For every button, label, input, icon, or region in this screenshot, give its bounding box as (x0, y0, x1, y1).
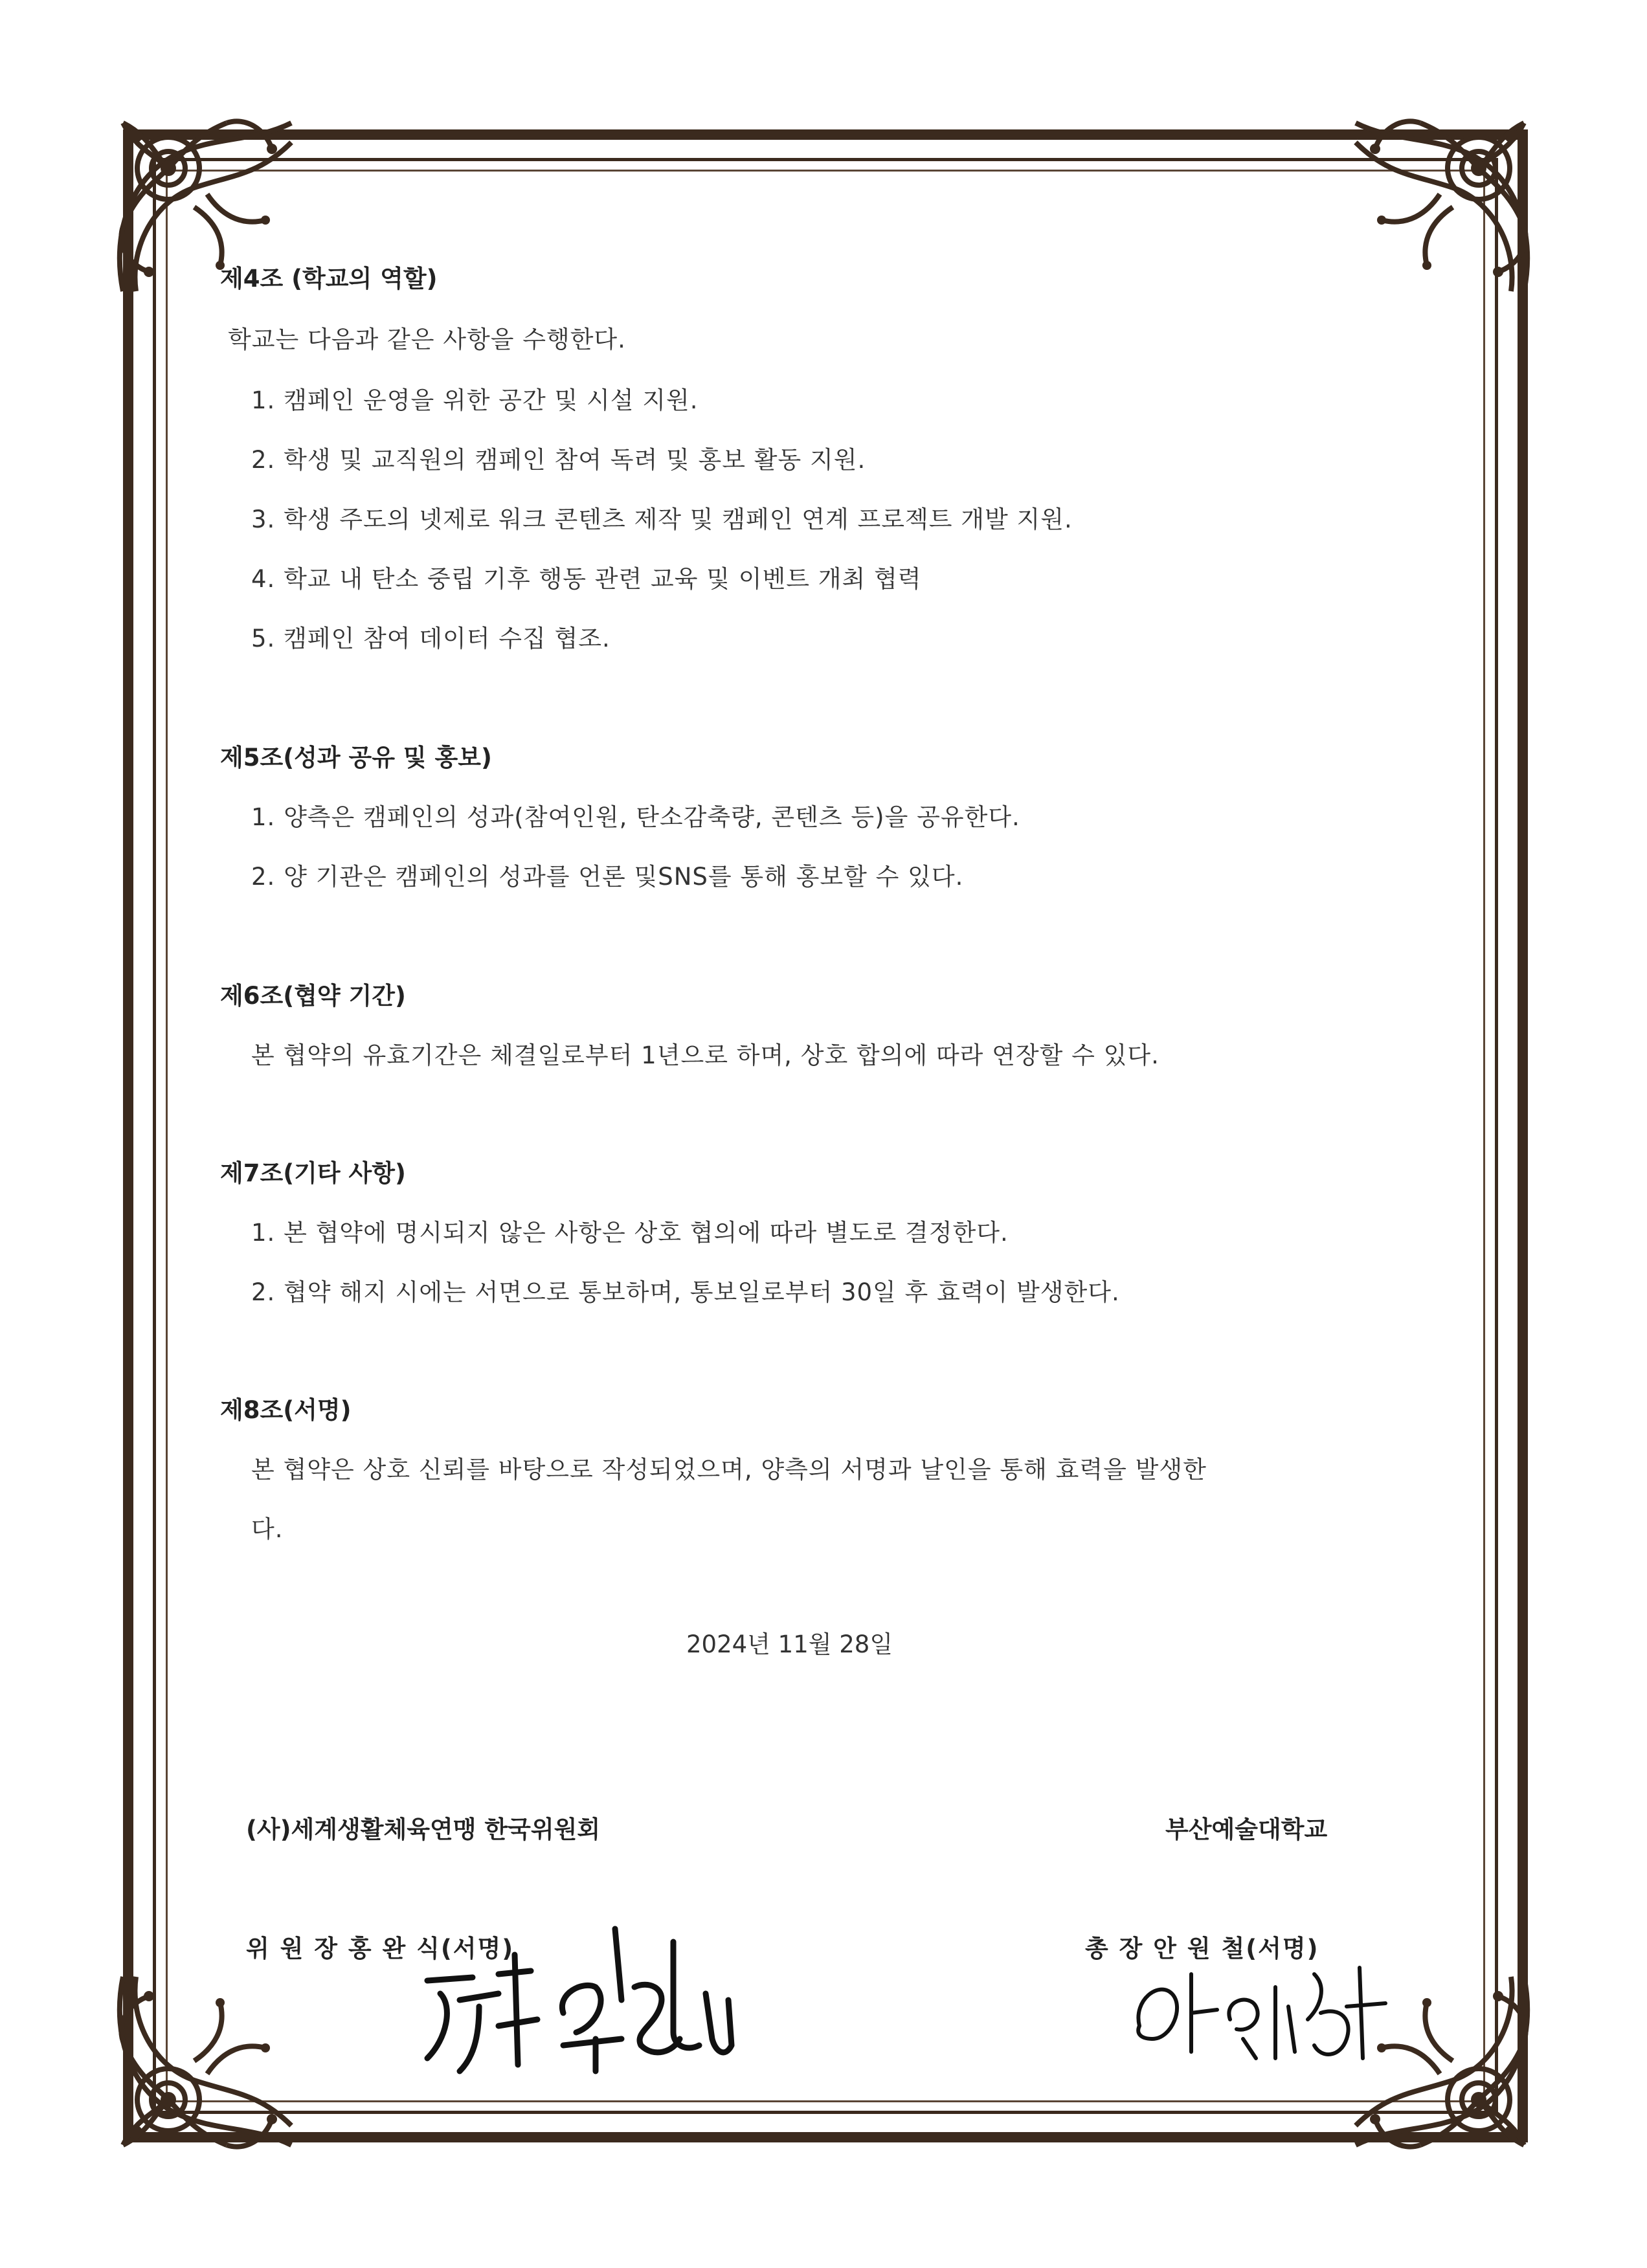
party-right-signer: 총 장 안 원 철(서명) (1085, 1935, 1319, 1962)
article4-item-3: 3. 학생 주도의 넷제로 워크 콘텐츠 제작 및 캠페인 연계 프로젝트 개발 지원. (251, 506, 1073, 533)
article7-heading: 제7조(기타 사항) (220, 1159, 406, 1187)
agreement-date: 2024년 11월 28일 (686, 1630, 893, 1658)
article4-intro: 학교는 다음과 같은 사항을 수행한다. (228, 326, 626, 353)
signature-left (401, 1916, 738, 2084)
article5-item-1: 1. 양측은 캠페인의 성과(참여인원, 탄소감축량, 콘텐츠 등)을 공유한다. (251, 803, 1020, 831)
party-right-org: 부산예술대학교 (1165, 1816, 1328, 1843)
article4-item-2: 2. 학생 및 교직원의 캠페인 참여 독려 및 홍보 활동 지원. (251, 446, 866, 474)
article8-text-line1: 본 협약은 상호 신뢰를 바탕으로 작성되었으며, 양측의 서명과 날인을 통해 효력을 발생한 (251, 1456, 1207, 1484)
article7-item-1: 1. 본 협약에 명시되지 않은 사항은 상호 협의에 따라 별도로 결정한다. (251, 1219, 1009, 1247)
article8-text-line2: 다. (251, 1515, 284, 1543)
article8-heading: 제8조(서명) (220, 1396, 352, 1424)
party-left-signer: 위 원 장 홍 완 식(서명) (246, 1935, 515, 1962)
article7-item-2: 2. 협약 해지 시에는 서면으로 통보하며, 통보일로부터 30일 후 효력이 발생한다. (251, 1278, 1120, 1306)
article6-text: 본 협약의 유효기간은 체결일로부터 1년으로 하며, 상호 합의에 따라 연장할 수 있다. (251, 1041, 1160, 1069)
article5-item-2: 2. 양 기관은 캠페인의 성과를 언론 및SNS를 통해 홍보할 수 있다. (251, 863, 964, 891)
party-left-org: (사)세계생활체육연맹 한국위원회 (246, 1816, 601, 1843)
article6-heading: 제6조(협약 기간) (220, 982, 406, 1010)
article4-item-4: 4. 학교 내 탄소 중립 기후 행동 관련 교육 및 이벤트 개최 협력 (251, 565, 922, 593)
article4-item-1: 1. 캠페인 운영을 위한 공간 및 시설 지원. (251, 386, 699, 414)
article4-item-5: 5. 캠페인 참여 데이터 수집 협조. (251, 625, 611, 652)
article5-heading: 제5조(성과 공유 및 홍보) (220, 744, 492, 772)
signature-right (1126, 1948, 1398, 2071)
article4-heading: 제4조 (학교의 역할) (220, 265, 438, 293)
